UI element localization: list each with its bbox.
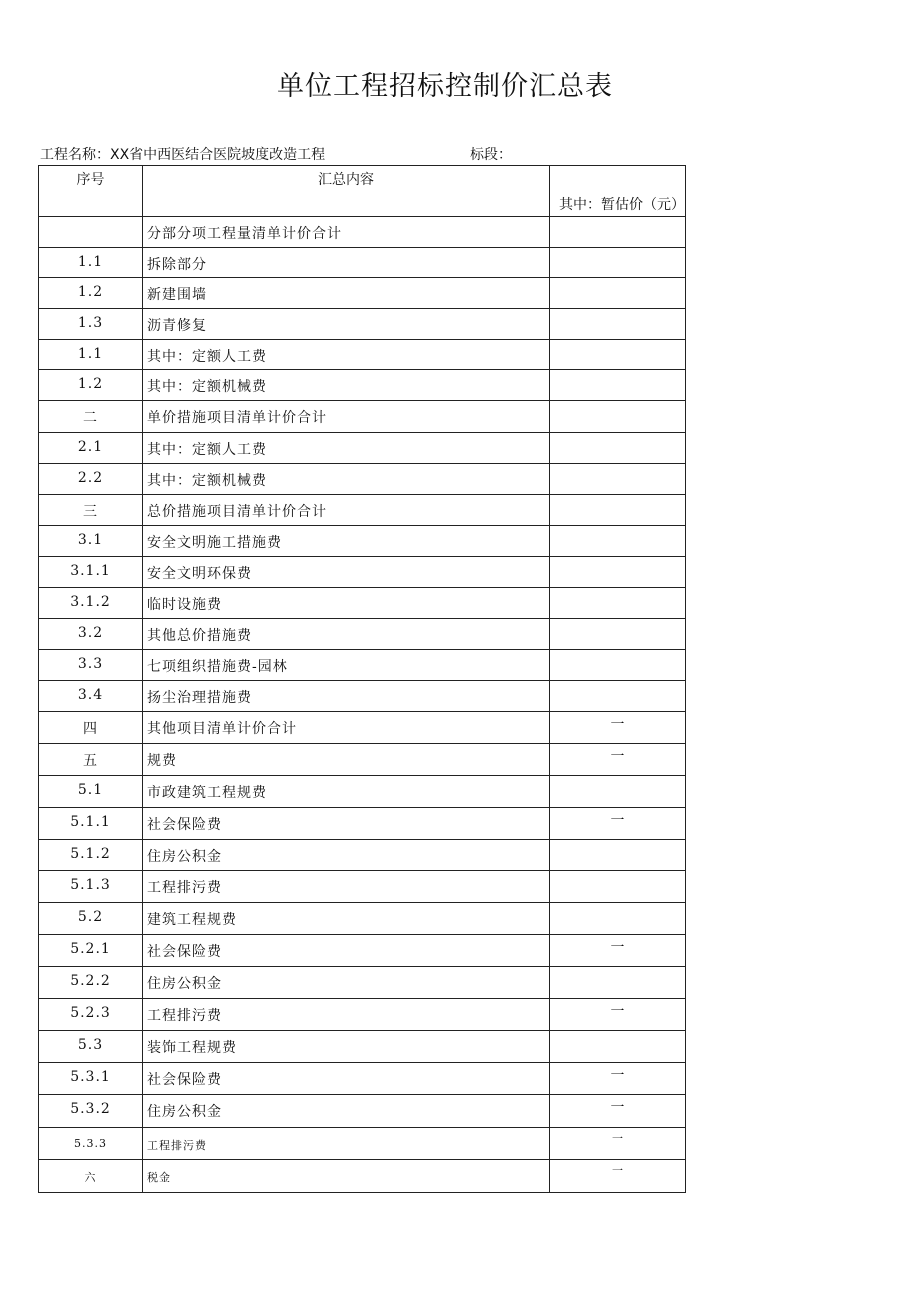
row-content: 其中：定额人工费 <box>143 340 550 370</box>
row-estimate <box>550 340 686 370</box>
row-content: 其中：定额人工费 <box>143 433 550 464</box>
row-content: 社会保险费 <box>143 1063 550 1095</box>
row-content: 分部分项工程量清单计价合计 <box>143 217 550 248</box>
table-row <box>39 1095 686 1128</box>
table-row <box>39 1063 686 1095</box>
row-content: 其他总价措施费 <box>143 619 550 650</box>
row-content: 规费 <box>143 744 550 776</box>
table-row <box>39 808 686 840</box>
row-estimate <box>550 495 686 526</box>
row-no: 2.1 <box>39 433 143 464</box>
table-row <box>39 433 686 464</box>
row-estimate <box>550 1031 686 1063</box>
row-estimate <box>550 217 686 248</box>
row-no: 3.4 <box>39 681 143 712</box>
row-estimate <box>550 681 686 712</box>
row-estimate: 一 <box>550 1063 686 1095</box>
table-row <box>39 1160 686 1193</box>
row-no: 5.3.3 <box>39 1128 143 1160</box>
table-row <box>39 309 686 340</box>
row-no: 二 <box>39 401 143 433</box>
table-row <box>39 557 686 588</box>
row-estimate: 一 <box>550 999 686 1031</box>
row-no: 5.1.2 <box>39 840 143 871</box>
row-estimate: 一 <box>550 744 686 776</box>
table-row <box>39 650 686 681</box>
row-no: 5.3.1 <box>39 1063 143 1095</box>
table-row <box>39 370 686 401</box>
table-row <box>39 712 686 744</box>
row-content: 工程排污费 <box>143 871 550 903</box>
row-content: 工程排污费 <box>143 999 550 1031</box>
row-estimate <box>550 588 686 619</box>
table-row <box>39 526 686 557</box>
row-content: 其他项目清单计价合计 <box>143 712 550 744</box>
row-estimate: 一 <box>550 1160 686 1193</box>
row-estimate <box>550 433 686 464</box>
row-content: 税金 <box>143 1160 550 1193</box>
row-content: 住房公积金 <box>143 1095 550 1128</box>
row-content: 安全文明环保费 <box>143 557 550 588</box>
header-no: 序号 <box>39 166 143 217</box>
row-estimate: 一 <box>550 712 686 744</box>
row-estimate <box>550 248 686 278</box>
row-content: 安全文明施工措施费 <box>143 526 550 557</box>
summary-table <box>38 165 686 1193</box>
row-estimate: 一 <box>550 1095 686 1128</box>
row-no: 1.1 <box>39 248 143 278</box>
table-row <box>39 401 686 433</box>
row-estimate <box>550 370 686 401</box>
row-no: 5.2 <box>39 903 143 935</box>
table-row <box>39 217 686 248</box>
row-no: 1.2 <box>39 370 143 401</box>
row-estimate <box>550 401 686 433</box>
row-content: 七项组织措施费-园林 <box>143 650 550 681</box>
row-estimate <box>550 309 686 340</box>
row-no: 1.2 <box>39 278 143 309</box>
page-title: 单位工程招标控制价汇总表 <box>277 71 613 102</box>
row-no: 四 <box>39 712 143 744</box>
row-no: 2.2 <box>39 464 143 495</box>
table-row <box>39 588 686 619</box>
row-content: 社会保险费 <box>143 808 550 840</box>
row-content: 扬尘治理措施费 <box>143 681 550 712</box>
row-no: 5.1.3 <box>39 871 143 903</box>
table-row <box>39 744 686 776</box>
row-no: 5.2.1 <box>39 935 143 967</box>
table-row <box>39 340 686 370</box>
row-estimate <box>550 557 686 588</box>
table-row <box>39 999 686 1031</box>
row-estimate: 一 <box>550 935 686 967</box>
table-row <box>39 903 686 935</box>
table-row <box>39 840 686 871</box>
project-name: 工程名称：XX省中西医结合医院坡度改造工程 <box>40 147 326 163</box>
section-label: 标段： <box>470 147 512 163</box>
row-no: 五 <box>39 744 143 776</box>
table-row <box>39 1128 686 1160</box>
row-content: 其中：定额机械费 <box>143 370 550 401</box>
table-row <box>39 871 686 903</box>
row-content: 住房公积金 <box>143 967 550 999</box>
row-content: 拆除部分 <box>143 248 550 278</box>
row-no: 3.3 <box>39 650 143 681</box>
table-row <box>39 278 686 309</box>
row-content: 工程排污费 <box>143 1128 550 1160</box>
row-no: 5.2.2 <box>39 967 143 999</box>
table-row <box>39 681 686 712</box>
row-no: 1.3 <box>39 309 143 340</box>
row-no: 1.1 <box>39 340 143 370</box>
row-no: 3.1.1 <box>39 557 143 588</box>
table-row <box>39 935 686 967</box>
row-content: 社会保险费 <box>143 935 550 967</box>
table-header-row <box>39 166 686 217</box>
row-estimate <box>550 278 686 309</box>
table-row <box>39 776 686 808</box>
header-content: 汇总内容 <box>143 166 550 217</box>
row-content: 装饰工程规费 <box>143 1031 550 1063</box>
row-no: 六 <box>39 1160 143 1193</box>
row-no: 5.3.2 <box>39 1095 143 1128</box>
row-content: 总价措施项目清单计价合计 <box>143 495 550 526</box>
row-no: 三 <box>39 495 143 526</box>
row-no: 3.1 <box>39 526 143 557</box>
row-content: 临时设施费 <box>143 588 550 619</box>
table-row <box>39 248 686 278</box>
row-estimate: 一 <box>550 1128 686 1160</box>
row-no: 3.1.2 <box>39 588 143 619</box>
row-no: 5.2.3 <box>39 999 143 1031</box>
row-estimate <box>550 464 686 495</box>
row-content: 其中：定额机械费 <box>143 464 550 495</box>
table-row <box>39 464 686 495</box>
row-no: 3.2 <box>39 619 143 650</box>
row-estimate: 一 <box>550 808 686 840</box>
table-row <box>39 619 686 650</box>
row-estimate <box>550 871 686 903</box>
table-row <box>39 495 686 526</box>
row-estimate <box>550 840 686 871</box>
row-content: 单价措施项目清单计价合计 <box>143 401 550 433</box>
row-content: 新建围墙 <box>143 278 550 309</box>
row-content: 建筑工程规费 <box>143 903 550 935</box>
header-estimate: 其中：暂估价（元） <box>550 166 686 217</box>
table-row <box>39 1031 686 1063</box>
row-estimate <box>550 619 686 650</box>
row-no: 5.1 <box>39 776 143 808</box>
row-content: 沥青修复 <box>143 309 550 340</box>
row-estimate <box>550 903 686 935</box>
row-estimate <box>550 650 686 681</box>
row-no <box>39 217 143 248</box>
table-body <box>39 217 686 1193</box>
row-estimate <box>550 776 686 808</box>
row-no: 5.3 <box>39 1031 143 1063</box>
row-content: 住房公积金 <box>143 840 550 871</box>
table-row <box>39 967 686 999</box>
row-estimate <box>550 526 686 557</box>
row-no: 5.1.1 <box>39 808 143 840</box>
row-estimate <box>550 967 686 999</box>
row-content: 市政建筑工程规费 <box>143 776 550 808</box>
